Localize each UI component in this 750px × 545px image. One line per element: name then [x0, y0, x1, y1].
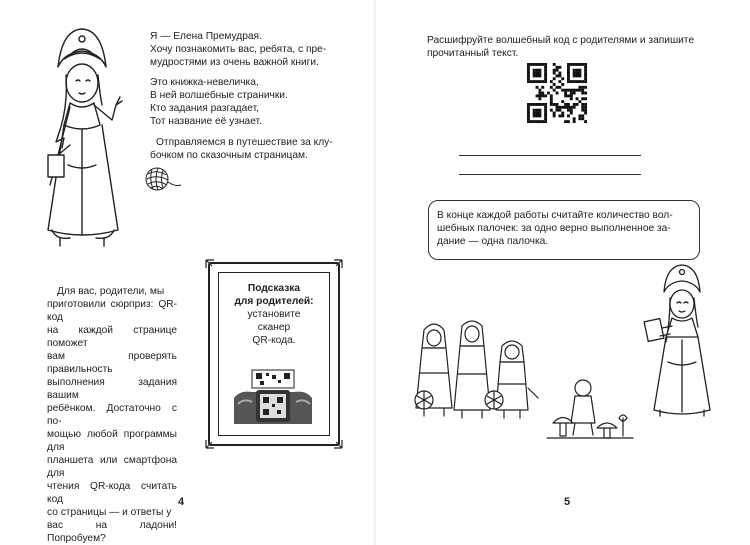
parents-line-8: планшета или смартфона для [47, 455, 177, 479]
right-page [375, 0, 750, 545]
parents-line-11: вас на ладони! Попробуем? [47, 520, 177, 544]
qr-code [527, 63, 587, 123]
parents-line-5: выполнения задания вашим [47, 377, 177, 401]
intro-line-3: мудростями из очень важной книги. [150, 57, 319, 68]
hint-text [210, 282, 338, 347]
parents-line-3: на каждой странице поможет [47, 325, 177, 349]
hint-title-2: для родителей: [234, 296, 314, 307]
poem-line-3: Кто задания разгадает, [150, 103, 259, 114]
frame-ornament-top-left [204, 258, 220, 274]
frame-ornament-bottom-right [328, 434, 344, 450]
task-line-2: прочитанный текст. [427, 48, 519, 59]
hint-line-3: QR-кода. [252, 335, 296, 346]
task-text [427, 34, 727, 60]
intro-text [150, 30, 350, 69]
parents-line-4: вам проверять правильность [47, 351, 177, 375]
parents-line-10: со страницы — и ответы у [47, 507, 172, 518]
hint-line-2: сканер [257, 322, 291, 333]
boy-with-mushrooms-illustration [545, 378, 635, 443]
poem-line-2: В ней волшебные странички. [150, 90, 288, 101]
princess-elena-illustration [30, 25, 130, 265]
parents-text [47, 285, 177, 545]
frame-ornament-bottom-left [204, 434, 220, 450]
princess-with-book-illustration [640, 262, 720, 422]
parents-line-1: Для вас, родители, мы [57, 286, 165, 297]
notice-text [437, 209, 691, 248]
hint-line-1: установите [247, 309, 301, 320]
intro-line-1: Я — Елена Премудрая. [150, 31, 262, 42]
page-number-right: 5 [564, 496, 571, 508]
parent-hint-frame [208, 262, 340, 446]
journey-text [150, 136, 350, 162]
parents-line-6: ребёнком. Достаточно с по- [47, 403, 177, 427]
three-girls-illustration [410, 318, 550, 428]
poem-line-1: Это книжка-невеличка, [150, 77, 259, 88]
notice-line-2: шебных палочек: за одно верно выполненное за- [437, 223, 671, 234]
page-number-left: 4 [178, 496, 185, 508]
intro-line-2: Хочу познакомить вас, ребята, с пре- [150, 44, 327, 55]
parents-line-7: мощью любой программы для [47, 429, 177, 453]
journey-line-2: бочком по сказочным страницам. [150, 150, 308, 161]
answer-line-1[interactable] [459, 155, 641, 156]
notice-line-1: В конце каждой работы считайте количество вол- [437, 210, 673, 221]
task-line-1: Расшифруйте волшебный код с родителями и запишите [427, 35, 695, 46]
phone-scan-illustration [230, 368, 316, 426]
hint-title-1: Подсказка [247, 283, 301, 294]
journey-line-1: Отправляемся в путешествие за клу- [156, 137, 333, 148]
answer-line-2[interactable] [459, 174, 641, 175]
notice-line-3: дание — одна палочка. [437, 236, 549, 247]
poem-line-4: Тот название её узнает. [150, 116, 262, 127]
frame-ornament-top-right [328, 258, 344, 274]
yarn-ball-illustration [143, 165, 183, 195]
poem [150, 76, 350, 128]
parents-line-9: чтения QR-кода считать код [47, 481, 177, 505]
parents-line-2: приготовили сюрприз: QR-код [47, 299, 177, 323]
notice-box [428, 200, 700, 260]
